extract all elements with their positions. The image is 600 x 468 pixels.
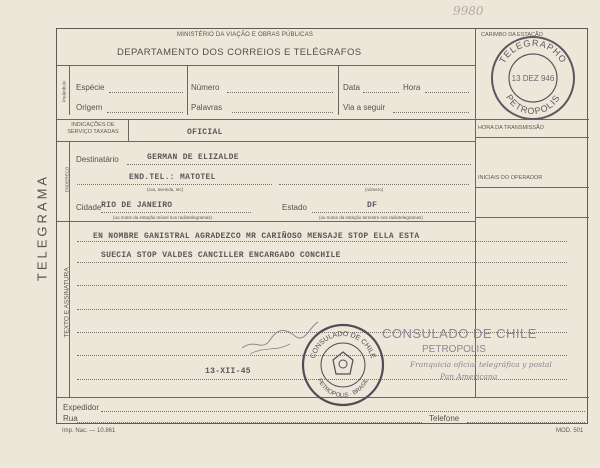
cidade-label: Cidade bbox=[76, 203, 102, 212]
mod-number: MOD. 501 bbox=[556, 428, 584, 434]
signature-scribble bbox=[240, 318, 320, 358]
svg-text:TELEGRAPHO bbox=[497, 38, 569, 65]
consulado-stamp-line2: PETROPOLIS bbox=[422, 344, 486, 355]
hora-transmissao-label: HORA DA TRANSMISSÃO bbox=[478, 125, 544, 131]
date-typed: 13-XII-45 bbox=[205, 367, 251, 376]
estado-label: Estado bbox=[282, 203, 307, 212]
seal-bottom: PETROPOLIS · BRASIL bbox=[315, 377, 371, 400]
destinatario-value: GERMAN DE ELIZALDE bbox=[147, 153, 239, 162]
expedidor-label: Expedidor bbox=[63, 403, 100, 412]
palavras-label: Palavras bbox=[191, 103, 223, 112]
via-label: Via a seguir bbox=[343, 103, 386, 112]
message-line-2: SUECIA STOP VALDES CANCILLER ENCARGADO CONCHILE bbox=[101, 251, 341, 260]
handwritten-number: 9980 bbox=[453, 4, 484, 18]
iniciais-label: INICIAIS DO OPERADOR bbox=[478, 175, 543, 181]
consulado-stamp-line3: Franquicia oficial telegráfica y postal bbox=[410, 360, 552, 369]
consulado-stamp-line4: Pan Americana bbox=[440, 372, 498, 381]
rua-sub: (rua, avenida, etc) bbox=[147, 187, 184, 192]
imp-nac: Imp. Nac. — 10.861 bbox=[62, 428, 116, 434]
indicacoes-label: INDICAÇÕES DE SERVIÇO TAXADAS bbox=[67, 122, 119, 135]
origem-label: Origem bbox=[76, 103, 103, 112]
hora-label: Hora bbox=[403, 83, 421, 92]
carimbo-label: CARIMBO DA ESTAÇÃO bbox=[481, 32, 543, 38]
seal-top: CONSULADO DE CHILE bbox=[309, 330, 377, 360]
department-label: DEPARTAMENTO DOS CORREIOS E TELÉGRAFOS bbox=[117, 47, 362, 58]
endereco-label: ENDEREÇO bbox=[64, 166, 70, 193]
numero-label: Número bbox=[191, 83, 220, 92]
rua-label: Rua bbox=[63, 414, 78, 423]
ministry-label: MINISTÉRIO DA VIAÇÃO E OBRAS PÚBLICAS bbox=[177, 32, 314, 38]
cidade-value: RIO DE JANEIRO bbox=[101, 201, 173, 210]
data-label: Data bbox=[343, 83, 360, 92]
end-tel-value: END.TEL.: MATOTEL bbox=[129, 173, 216, 182]
destinatario-label: Destinatário bbox=[76, 155, 119, 164]
texto-label: TEXTO E ASSINATURA bbox=[63, 267, 71, 338]
especie-label: Espécie bbox=[76, 83, 105, 92]
oficial-text: OFICIAL bbox=[187, 128, 223, 137]
postmark-stamp bbox=[489, 34, 577, 122]
message-line-1: EN NOMBRE GANISTRAL AGRADEZCO MR CARIÑOSO MENSAJE STOP ELLA ESTA bbox=[93, 232, 420, 241]
postmark-bottom: PETROPOLIS bbox=[504, 92, 562, 117]
postmark-top: TELEGRAPHO bbox=[497, 37, 569, 66]
telefone-label: Telefone bbox=[429, 414, 460, 423]
postmark-date: 13 DEZ 946 bbox=[511, 74, 555, 83]
cidade-sub: (ou nome da estação móvel nos radiotelegramas) bbox=[113, 215, 213, 220]
numero-sub: (número) bbox=[365, 187, 384, 192]
estado-value: DF bbox=[367, 201, 378, 210]
consulado-stamp-line1: CONSULADO DE CHILE bbox=[382, 326, 537, 341]
svg-text:PETROPOLIS · BRASIL bbox=[316, 377, 371, 399]
estado-sub: (ou nome da estação terrestre nos radiotelegramas) bbox=[319, 215, 423, 220]
preambulo-label: Preâmbulo bbox=[61, 80, 67, 103]
side-title: TELEGRAMA bbox=[34, 173, 50, 282]
